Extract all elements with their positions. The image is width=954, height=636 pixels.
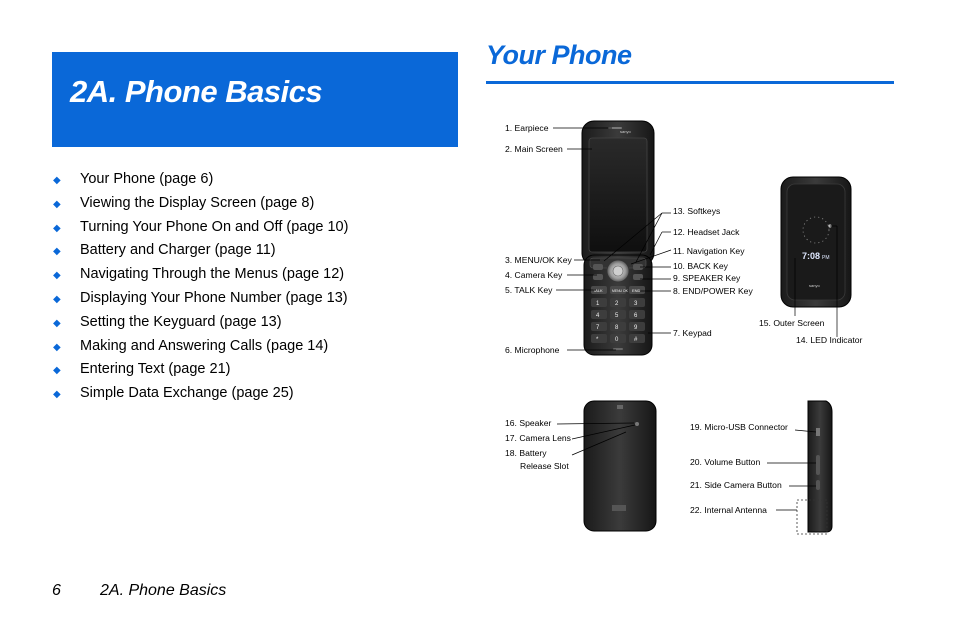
menu-key-label: MENU OK	[612, 289, 628, 293]
list-item-label: Turning Your Phone On and Off (page 10)	[80, 218, 349, 235]
side-camera-button-icon	[816, 480, 820, 490]
callout-internal-antenna: 22. Internal Antenna	[690, 505, 767, 515]
chapter-title: 2A. Phone Basics	[70, 74, 323, 109]
callout-end-power-key: 8. END/POWER Key	[673, 286, 753, 296]
keypad-key: 0	[615, 337, 619, 343]
list-item-label: Setting the Keyguard (page 13)	[80, 313, 282, 330]
list-item-label: Simple Data Exchange (page 25)	[80, 385, 294, 402]
callout-keypad: 7. Keypad	[673, 328, 712, 338]
diamond-bullet-icon: ◆	[53, 175, 61, 186]
callout-navigation-key: 11. Navigation Key	[673, 246, 745, 256]
volume-button-icon	[816, 455, 820, 475]
list-item-label: Displaying Your Phone Number (page 13)	[80, 289, 348, 306]
diamond-bullet-icon: ◆	[53, 365, 61, 377]
diamond-bullet-icon: ◆	[53, 293, 61, 305]
keypad-key: 9	[634, 325, 638, 331]
callout-earpiece: 1. Earpiece	[505, 123, 549, 133]
callout-microphone: 6. Microphone	[505, 345, 560, 355]
phone-back	[584, 401, 656, 531]
callout-menu-ok-key: 3. MENU/OK Key	[505, 255, 572, 265]
outer-screen-time: 7:08	[802, 251, 821, 261]
list-item-label: Navigating Through the Menus (page 12)	[80, 266, 345, 283]
keypad-key: 7	[596, 325, 600, 331]
diamond-bullet-icon: ◆	[53, 270, 61, 282]
keypad-key: 6	[634, 313, 638, 319]
keypad-key: 1	[596, 301, 600, 307]
list-item-label: Entering Text (page 21)	[80, 361, 231, 378]
diamond-bullet-icon: ◆	[53, 317, 61, 329]
section-title: Your Phone	[486, 40, 632, 70]
diamond-bullet-icon: ◆	[53, 222, 61, 234]
callout-release-slot: Release Slot	[520, 461, 569, 471]
callout-side-camera-button: 21. Side Camera Button	[690, 480, 782, 490]
keypad-key: *	[596, 337, 599, 343]
brand-logo: sanyo	[620, 129, 631, 134]
diamond-bullet-icon: ◆	[53, 198, 61, 210]
keypad-key: 8	[615, 325, 619, 331]
diamond-bullet-icon: ◆	[53, 389, 61, 401]
diamond-bullet-icon: ◆	[53, 246, 61, 258]
talk-key-label: TALK	[593, 288, 603, 293]
list-item-label: Viewing the Display Screen (page 8)	[80, 194, 315, 211]
callout-main-screen: 2. Main Screen	[505, 144, 563, 154]
list-item-label: Your Phone (page 6)	[80, 171, 214, 187]
page-number: 6	[52, 582, 61, 599]
callout-outer-screen: 15. Outer Screen	[759, 318, 825, 328]
camera-lens-icon	[635, 422, 639, 426]
diamond-bullet-icon: ◆	[53, 341, 61, 353]
end-key-label: END	[632, 288, 641, 293]
callout-back-key: 10. BACK Key	[673, 261, 728, 271]
callout-volume-button: 20. Volume Button	[690, 457, 761, 467]
callout-micro-usb-connector: 19. Micro-USB Connector	[690, 422, 788, 432]
outer-screen-ampm: PM	[822, 255, 830, 261]
callout-camera-key: 4. Camera Key	[505, 270, 563, 280]
phone-side	[797, 401, 832, 534]
callout-camera-lens: 17. Camera Lens	[505, 433, 571, 443]
closed-phone-front	[781, 177, 851, 307]
callout-speaker-key: 9. SPEAKER Key	[673, 273, 741, 283]
list-item-label: Making and Answering Calls (page 14)	[80, 337, 329, 354]
footer-chapter-title: 2A. Phone Basics	[100, 582, 227, 599]
callout-battery: 18. Battery	[505, 448, 547, 458]
micro-usb-connector-icon	[816, 428, 820, 436]
keypad-key: #	[634, 337, 638, 343]
callout-softkeys: 13. Softkeys	[673, 206, 721, 216]
keypad-key: 5	[615, 313, 619, 319]
list-item-label: Battery and Charger (page 11)	[80, 242, 276, 259]
open-phone-front	[582, 121, 654, 355]
callout-talk-key: 5. TALK Key	[505, 285, 553, 295]
brand-logo: sanyo	[809, 283, 820, 288]
callout-speaker: 16. Speaker	[505, 418, 552, 428]
keypad-key: 2	[615, 301, 619, 307]
keypad-key: 4	[596, 313, 600, 319]
callout-led-indicator: 14. LED Indicator	[796, 335, 863, 345]
keypad-key: 3	[634, 301, 638, 307]
callout-headset-jack: 12. Headset Jack	[673, 227, 740, 237]
